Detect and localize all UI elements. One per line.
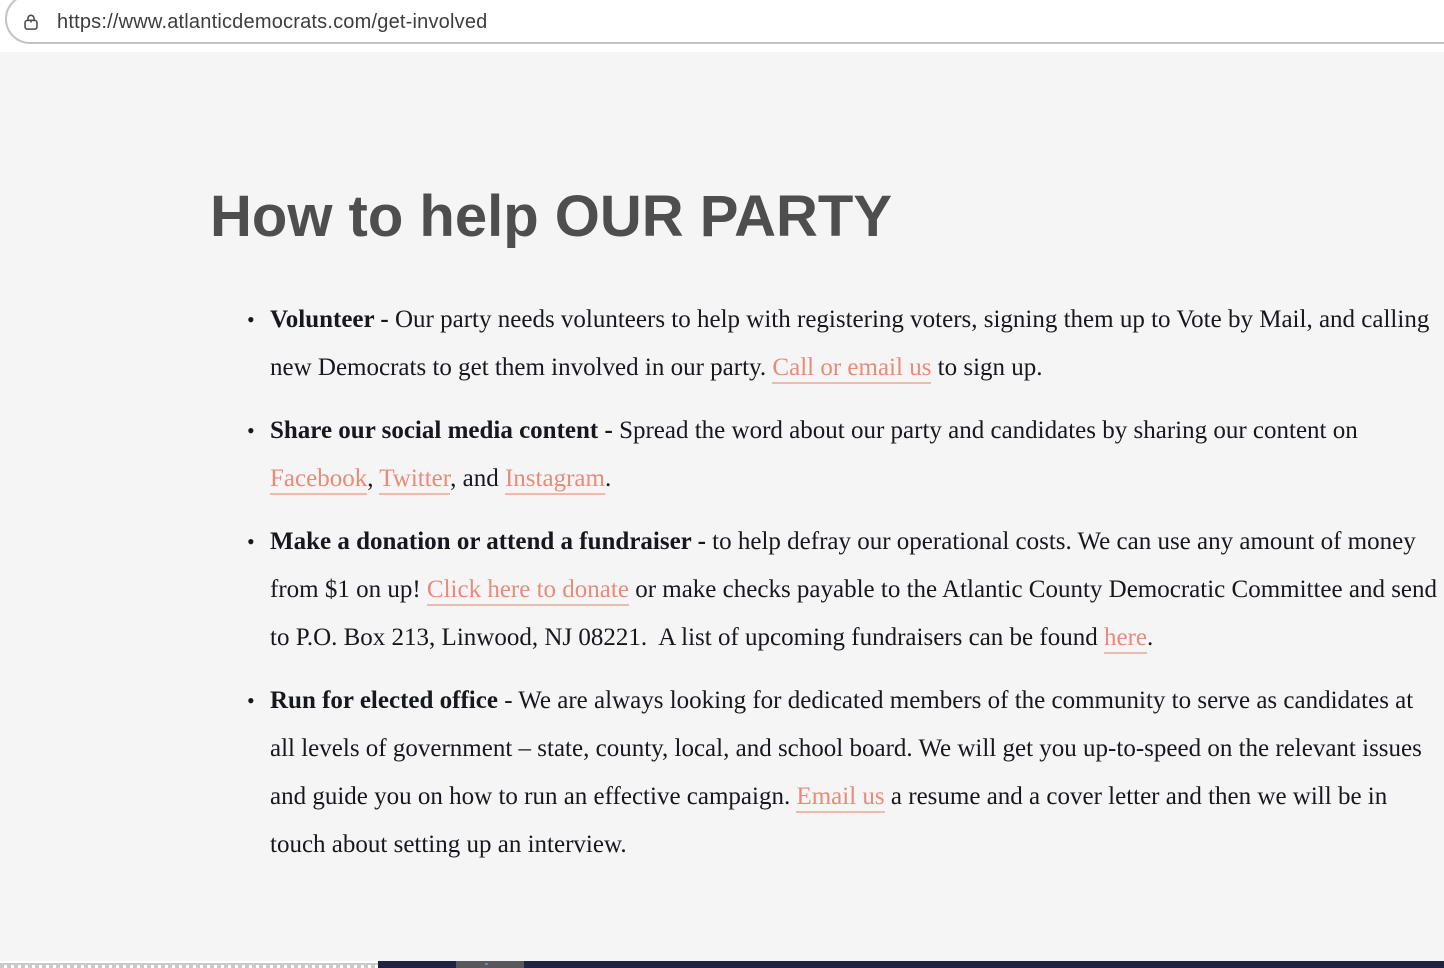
donate-link[interactable]: Click here to donate: [427, 576, 629, 606]
dashed-pattern-strip: [0, 960, 378, 968]
browser-chrome: [0, 0, 1444, 52]
email-us-link[interactable]: Email us: [796, 783, 884, 813]
list-item-run-for-office: [270, 677, 1438, 869]
bullet-text: to help defray our operational costs. We can use any amount of money from $1 on up!: [270, 527, 1416, 603]
lock-icon[interactable]: [20, 11, 42, 33]
fundraisers-here-link[interactable]: here: [1104, 624, 1147, 654]
page-content: [0, 52, 1444, 968]
list-item-share-social: [270, 407, 1438, 503]
instagram-link[interactable]: Instagram: [505, 465, 605, 495]
twitter-link[interactable]: Twitter: [379, 465, 450, 495]
bullet-text: Spread the word about our party and candidates by sharing our content on: [619, 416, 1358, 444]
page-title: How to help OUR PARTY: [210, 184, 893, 249]
url-text[interactable]: https://www.atlanticdemocrats.com/get-involved: [57, 10, 488, 33]
bullet-text: to sign up.: [931, 353, 1043, 381]
call-or-email-link[interactable]: Call or email us: [772, 354, 931, 384]
bullet-text: a resume and a cover letter and then we will be in touch about setting up an interview.: [270, 782, 1388, 858]
bullet-text: or make checks payable to the Atlantic County Democratic Committee and send to P.O. Box 213, Linwood, NJ 08221. A list of upcoming fundraisers can be found: [270, 575, 1438, 651]
help-list: [270, 296, 1438, 869]
bullet-text: .: [1147, 623, 1154, 651]
bullet-text: ,: [367, 464, 380, 492]
footer-navy-block: [378, 961, 456, 968]
bullet-text: , and: [450, 464, 505, 492]
address-bar[interactable]: [5, 0, 1444, 44]
bullet-lead-in: Make a donation or attend a fundraiser -: [270, 527, 713, 555]
bullet-lead-in: Share our social media content -: [270, 416, 620, 444]
list-item-donation: [270, 518, 1438, 662]
footer-blue-dot: [485, 963, 488, 965]
bullet-text: Our party needs volunteers to help with registering voters, signing them up to Vote by Mail, and calling new Democrats to get them involved in our party.: [270, 305, 1430, 381]
bullet-text: - We are always looking for dedicated members of the community to serve as candidates at all levels of government – state, county, local, and school board. We will get you up-to-speed on the relevant issues and guide you on how to run an effective campaign.: [270, 686, 1422, 810]
footer-gray-block: [456, 961, 524, 968]
next-section-peek: [0, 960, 1444, 968]
facebook-link[interactable]: Facebook: [270, 465, 367, 495]
bullet-lead-in: Volunteer -: [270, 305, 395, 333]
footer-navy-block: [524, 961, 1444, 968]
bullet-text: .: [604, 464, 612, 492]
bullet-lead-in: Run for elected office: [270, 686, 498, 714]
list-item-volunteer: [270, 296, 1438, 392]
